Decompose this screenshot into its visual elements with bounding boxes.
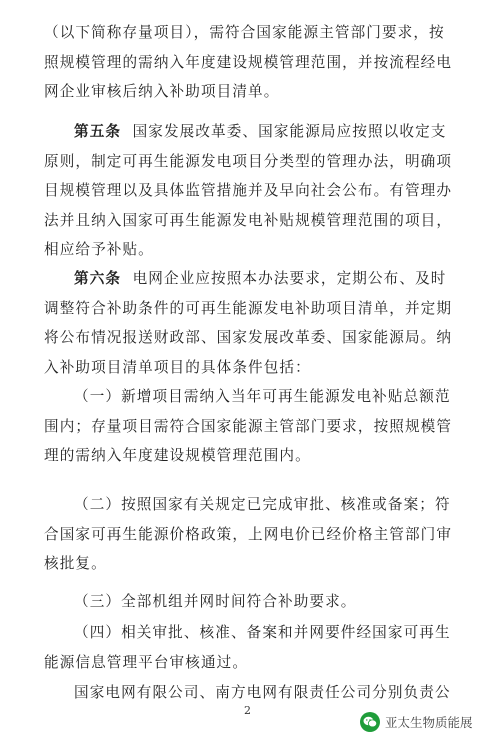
text-line: （以下简称存量项目），需符合国家能源主管部门要求，按 <box>44 24 445 41</box>
text-line: 围内；存量项目需符合国家能源主管部门要求，按照规模管 <box>44 417 453 435</box>
text-line: 网企业审核后纳入补助项目清单。 <box>44 83 280 100</box>
list-item-3 <box>44 587 464 617</box>
paragraph-article-6 <box>44 264 464 382</box>
paragraph-last <box>44 678 464 708</box>
text-line: 照规模管理的需纳入年度建设规模管理范围，并按流程经电 <box>44 53 453 71</box>
wechat-icon <box>360 712 380 732</box>
text-line: 理的需纳入年度建设规模管理范围内。 <box>44 447 311 464</box>
text-line: 调整符合补助条件的可再生能源发电补助项目清单，并定期 <box>44 299 453 317</box>
text-line: 入补助项目清单项目的具体条件包括： <box>44 358 311 376</box>
watermark-text: 亚太生物质能展 <box>385 715 473 730</box>
list-item-4 <box>44 618 464 677</box>
text-line: 核批复。 <box>44 555 107 572</box>
watermark <box>360 712 473 732</box>
text-line: （二）按照国家有关规定已完成审批、核准或备案；符 <box>74 496 451 513</box>
paragraph-article-5 <box>44 117 464 265</box>
paragraph-intro <box>44 18 464 107</box>
text-line: 国家电网有限公司、南方电网有限责任公司分别负责公 <box>74 684 451 701</box>
text-line: 法并且纳入国家可再生能源发电补贴规模管理范围的项目， <box>44 211 453 229</box>
article-6-first-line <box>44 264 464 294</box>
article-6-text: 电网企业应按照本办法要求，定期公布、及时 <box>132 270 447 287</box>
text-line: （一）新增项目需纳入当年可再生能源发电补贴总额范 <box>74 388 451 405</box>
article-5-title: 第五条 <box>74 123 122 140</box>
text-line: 能源信息管理平台审核通过。 <box>44 653 249 671</box>
text-line: 合国家可再生能源价格政策，上网电价已经价格主管部门审 <box>44 525 453 543</box>
text-line: （四）相关审批、核准、备案和并网要件经国家可再生 <box>74 624 451 641</box>
article-5-first-line <box>44 117 464 147</box>
list-item-1 <box>44 382 464 471</box>
text-line: 相应给予补贴。 <box>44 241 154 258</box>
text-line: 将公布情况报送财政部、国家发展改革委、国家能源局。纳 <box>44 329 453 346</box>
text-line: 原则，制定可再生能源发电项目分类型的管理办法，明确项 <box>44 152 453 170</box>
article-5-text: 国家发展改革委、国家能源局应按照以收定支 <box>132 123 447 140</box>
text-line: （三）全部机组并网时间符合补助要求。 <box>74 593 357 610</box>
wechat-glyph <box>363 716 377 728</box>
article-6-title: 第六条 <box>74 270 122 287</box>
text-line: 目规模管理以及具体监管措施并及早向社会公布。有管理办 <box>44 182 453 199</box>
page-number: 2 <box>244 704 251 717</box>
list-item-2 <box>44 490 464 579</box>
